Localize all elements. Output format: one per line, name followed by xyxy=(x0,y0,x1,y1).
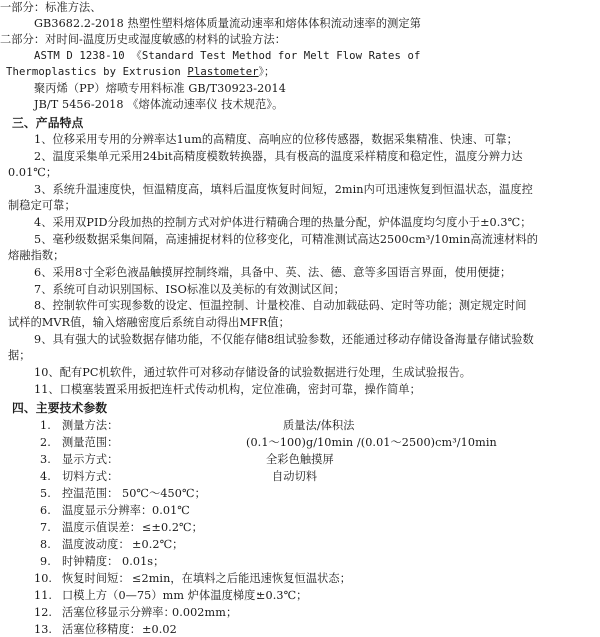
feature-5-cont: 熔融指数； xyxy=(8,249,65,262)
param-8-number: 8. xyxy=(40,538,51,551)
param-1-value: 质量法/体积法 xyxy=(283,419,355,432)
param-8-label: 温度波动度： xyxy=(62,538,130,551)
feature-10: 10、配有PC机软件，通过软件可对移动存储设备的试验数据进行处理，生成试验报告。 xyxy=(34,366,472,379)
pp-standard: 聚丙烯（PP）熔喷专用料标准 GB/T30923-2014 xyxy=(34,82,286,95)
param-4-label: 切料方式： xyxy=(62,470,119,483)
param-12-label: 活塞位移显示分辨率： xyxy=(62,606,175,619)
astm-continuation xyxy=(6,65,275,79)
param-3-value: 全彩色触摸屏 xyxy=(266,453,334,466)
part1-standard: GB3682.2-2018 热塑性塑料熔体质量流动速率和熔体体积流动速率的测定第 xyxy=(34,17,421,30)
param-11-value: ±0.3℃； xyxy=(256,589,308,602)
param-13-value: ±0.02 xyxy=(142,623,177,636)
param-11-number: 11. xyxy=(34,589,53,602)
param-8-value: ±0.2℃； xyxy=(132,538,184,551)
param-3-number: 3. xyxy=(40,453,51,466)
feature-3-cont: 制稳定可靠； xyxy=(8,199,76,212)
feature-2-cont: 0.01℃； xyxy=(8,166,58,179)
param-5-label: 控温范围： xyxy=(62,487,119,500)
part2-title: 二部分：对时间-温度历史或湿度敏感的材料的试验方法： xyxy=(0,33,287,46)
param-2-number: 2. xyxy=(40,436,51,449)
param-3-label: 显示方式： xyxy=(62,453,119,466)
feature-9: 9、具有强大的试验数据存储功能，不仅能存储8组试验参数，还能通过移动存储设备海量存储试验数 xyxy=(34,333,534,346)
param-10-label: 恢复时间短： xyxy=(62,572,130,585)
astm-plastometer: Plastometer xyxy=(187,66,259,78)
param-7-label: 温度示值误差： xyxy=(62,521,142,534)
jbt-standard: JB/T 5456-2018 《熔体流动速率仪 技术规范》。 xyxy=(34,98,284,111)
param-5-number: 5. xyxy=(40,487,51,500)
param-6-number: 6. xyxy=(40,504,51,517)
feature-7: 7、系统可自动识别国标、ISO标准以及美标的有效测试区间； xyxy=(34,283,345,296)
param-4-value: 自动切料 xyxy=(272,470,318,483)
astm-text: Thermoplastics by Extrusion xyxy=(6,66,188,78)
param-1-number: 1. xyxy=(40,419,51,432)
param-11-label: 口模上方（0—75）mm 炉体温度梯度： xyxy=(62,589,267,602)
param-7-number: 7. xyxy=(40,521,51,534)
param-1-label: 测量方法： xyxy=(62,419,119,432)
feature-5: 5、毫秒级数据采集间隔，高速捕捉材料的位移变化，可精准测试高达2500cm³/10min高流速材料的 xyxy=(34,233,539,246)
param-4-number: 4. xyxy=(40,470,51,483)
param-5-value: 50℃～450℃； xyxy=(122,487,206,500)
param-13-number: 13. xyxy=(34,623,53,636)
astm-line: ASTM D 1238-10 《Standard Test Method for Melt Flow Rates of xyxy=(34,50,421,62)
feature-6: 6、采用8寸全彩色液晶触摸屏控制终端，具备中、英、法、德、意等多国语言界面，使用便捷； xyxy=(34,266,512,279)
section-3-heading: 三、产品特点 xyxy=(12,116,84,130)
feature-11: 11、口模塞装置采用扳把连杆式传动机构，定位准确，密封可靠，操作简单； xyxy=(34,383,421,396)
param-9-value: 0.01s； xyxy=(122,555,165,568)
section-4-heading: 四、主要技术参数 xyxy=(12,401,108,415)
feature-2: 2、温度采集单元采用24bit高精度模数转换器，具有极高的温度采样精度和稳定性，温度分辨力达 xyxy=(34,150,523,163)
param-12-number: 12. xyxy=(34,606,53,619)
param-12-value: 0.002mm； xyxy=(172,606,238,619)
param-2-label: 测量范围： xyxy=(62,436,119,449)
param-2-value: (0.1～100)g/10min /(0.01～2500)cm³/10min xyxy=(246,436,497,449)
feature-8-cont: 试样的MVR值，输入熔融密度后系统自动得出MFR值； xyxy=(8,316,290,329)
param-13-label: 活塞位移精度： xyxy=(62,623,142,636)
feature-9-cont: 据； xyxy=(8,349,31,362)
param-7-value: ≤±0.2℃； xyxy=(142,521,203,534)
param-6-value: 0.01℃ xyxy=(152,504,190,517)
param-6-label: 温度显示分辨率： xyxy=(62,504,153,517)
feature-3: 3、系统升温速度快，恒温精度高，填料后温度恢复时间短，2min内可迅速恢复到恒温状态，温度控 xyxy=(34,183,533,196)
param-9-label: 时钟精度： xyxy=(62,555,119,568)
feature-4: 4、采用双PID分段加热的控制方式对炉体进行精确合理的热量分配，炉体温度均匀度小于±0.3℃； xyxy=(34,216,532,229)
feature-8: 8、控制软件可实现参数的设定、恒温控制、计量校准、自动加载砝码、定时等功能；测定规定时间 xyxy=(34,299,527,312)
astm-end: 》； xyxy=(258,66,275,78)
param-9-number: 9. xyxy=(40,555,51,568)
param-10-number: 10. xyxy=(34,572,53,585)
feature-1: 1、位移采用专用的分辨率达1um的高精度、高响应的位移传感器，数据采集精准、快速、可靠； xyxy=(34,133,518,146)
param-10-value: ≤2min，在填料之后能迅速恢复恒温状态； xyxy=(132,572,351,585)
part1-title: 一部分：标准方法、 xyxy=(0,1,102,14)
